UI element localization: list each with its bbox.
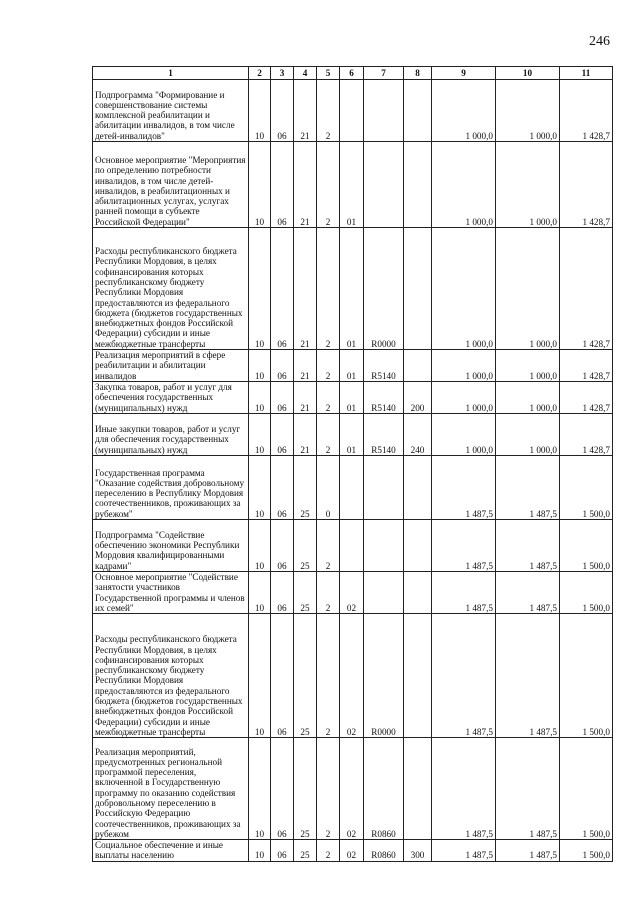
cell-c2: 10 bbox=[249, 228, 271, 350]
cell-c7 bbox=[364, 520, 404, 572]
cell-c5: 2 bbox=[317, 228, 340, 350]
cell-c3: 06 bbox=[271, 738, 294, 840]
table-row bbox=[93, 414, 613, 456]
table-row bbox=[93, 572, 613, 614]
cell-c4: 21 bbox=[294, 382, 317, 414]
cell-c3: 06 bbox=[271, 382, 294, 414]
table-row bbox=[93, 350, 613, 382]
cell-c6: 02 bbox=[340, 738, 364, 840]
row-name-cell: Закупка товаров, работ и услуг для обеспечения государственных (муниципальных) нужд bbox=[93, 382, 249, 414]
table-row bbox=[93, 738, 613, 840]
table-row bbox=[93, 80, 613, 142]
table-row bbox=[93, 382, 613, 414]
cell-c3: 06 bbox=[271, 228, 294, 350]
cell-c2: 10 bbox=[249, 614, 271, 738]
cell-c3: 06 bbox=[271, 350, 294, 382]
cell-c4: 25 bbox=[294, 840, 317, 862]
cell-c4: 21 bbox=[294, 350, 317, 382]
table-row bbox=[93, 520, 613, 572]
cell-c4: 25 bbox=[294, 614, 317, 738]
cell-c7: R5140 bbox=[364, 382, 404, 414]
cell-c11: 1 500,0 bbox=[560, 738, 613, 840]
cell-c7 bbox=[364, 142, 404, 228]
cell-c3: 06 bbox=[271, 840, 294, 862]
cell-c4: 21 bbox=[294, 80, 317, 142]
cell-c6: 01 bbox=[340, 382, 364, 414]
cell-c7: R5140 bbox=[364, 414, 404, 456]
table-row bbox=[93, 142, 613, 228]
cell-c5: 2 bbox=[317, 382, 340, 414]
column-header: 6 bbox=[340, 67, 364, 80]
budget-table bbox=[92, 66, 613, 862]
cell-c8 bbox=[404, 350, 432, 382]
cell-c11: 1 428,7 bbox=[560, 228, 613, 350]
cell-c9: 1 000,0 bbox=[432, 142, 496, 228]
cell-c5: 2 bbox=[317, 414, 340, 456]
cell-c9: 1 487,5 bbox=[432, 456, 496, 520]
cell-c7: R0000 bbox=[364, 228, 404, 350]
cell-c6: 01 bbox=[340, 142, 364, 228]
cell-c9: 1 487,5 bbox=[432, 840, 496, 862]
cell-c2: 10 bbox=[249, 520, 271, 572]
cell-c6: 02 bbox=[340, 572, 364, 614]
cell-c9: 1 487,5 bbox=[432, 614, 496, 738]
cell-c11: 1 500,0 bbox=[560, 520, 613, 572]
cell-c5: 2 bbox=[317, 738, 340, 840]
cell-c4: 25 bbox=[294, 572, 317, 614]
cell-c5: 2 bbox=[317, 80, 340, 142]
cell-c3: 06 bbox=[271, 414, 294, 456]
cell-c6: 02 bbox=[340, 614, 364, 738]
cell-c6 bbox=[340, 456, 364, 520]
column-header: 2 bbox=[249, 67, 271, 80]
row-name-cell: Расходы республиканского бюджета Республики Мордовия, в целях софинансирования которых республиканскому бюджету Республики Мордовия предоставляются из федерального бюджета (бюджетов государственных внебюджетных фондов Российской Федерации) субсидии и иные межбюджетные трансферты bbox=[93, 614, 249, 738]
cell-c9: 1 000,0 bbox=[432, 350, 496, 382]
cell-c9: 1 000,0 bbox=[432, 382, 496, 414]
cell-c8 bbox=[404, 738, 432, 840]
cell-c7: R0860 bbox=[364, 738, 404, 840]
column-header: 11 bbox=[560, 67, 613, 80]
cell-c9: 1 487,5 bbox=[432, 520, 496, 572]
cell-c10: 1 487,5 bbox=[496, 456, 560, 520]
cell-c8: 300 bbox=[404, 840, 432, 862]
cell-c11: 1 428,7 bbox=[560, 80, 613, 142]
column-header: 5 bbox=[317, 67, 340, 80]
cell-c4: 25 bbox=[294, 738, 317, 840]
cell-c9: 1 487,5 bbox=[432, 738, 496, 840]
row-name-cell: Иные закупки товаров, работ и услуг для обеспечения государственных (муниципальных) нужд bbox=[93, 414, 249, 456]
cell-c3: 06 bbox=[271, 614, 294, 738]
cell-c8 bbox=[404, 614, 432, 738]
cell-c5: 2 bbox=[317, 142, 340, 228]
row-name-cell: Подпрограмма "Содействие обеспечению экономики Республики Мордовия квалифицированными кадрами" bbox=[93, 520, 249, 572]
column-header: 1 bbox=[93, 67, 249, 80]
cell-c7 bbox=[364, 456, 404, 520]
row-name-cell: Реализация мероприятий в сфере реабилитации и абилитации инвалидов bbox=[93, 350, 249, 382]
cell-c4: 21 bbox=[294, 228, 317, 350]
cell-c6: 02 bbox=[340, 840, 364, 862]
cell-c9: 1 000,0 bbox=[432, 414, 496, 456]
cell-c8 bbox=[404, 228, 432, 350]
cell-c11: 1 428,7 bbox=[560, 414, 613, 456]
cell-c8 bbox=[404, 520, 432, 572]
cell-c2: 10 bbox=[249, 738, 271, 840]
cell-c5: 2 bbox=[317, 350, 340, 382]
cell-c2: 10 bbox=[249, 142, 271, 228]
cell-c10: 1 000,0 bbox=[496, 414, 560, 456]
cell-c6: 01 bbox=[340, 228, 364, 350]
cell-c5: 2 bbox=[317, 840, 340, 862]
column-header: 8 bbox=[404, 67, 432, 80]
cell-c11: 1 428,7 bbox=[560, 350, 613, 382]
table-body bbox=[93, 80, 613, 862]
table-row bbox=[93, 228, 613, 350]
cell-c10: 1 487,5 bbox=[496, 614, 560, 738]
column-header: 10 bbox=[496, 67, 560, 80]
cell-c7 bbox=[364, 572, 404, 614]
cell-c7: R0860 bbox=[364, 840, 404, 862]
cell-c10: 1 487,5 bbox=[496, 738, 560, 840]
cell-c8 bbox=[404, 572, 432, 614]
cell-c2: 10 bbox=[249, 382, 271, 414]
row-name-cell: Подпрограмма "Формирование и совершенствование системы комплексной реабилитации и абилитации инвалидов, в том числе детей-инвалидов" bbox=[93, 80, 249, 142]
cell-c6 bbox=[340, 520, 364, 572]
cell-c8 bbox=[404, 456, 432, 520]
cell-c6: 01 bbox=[340, 350, 364, 382]
cell-c9: 1 000,0 bbox=[432, 228, 496, 350]
cell-c11: 1 428,7 bbox=[560, 382, 613, 414]
cell-c5: 0 bbox=[317, 456, 340, 520]
cell-c8: 200 bbox=[404, 382, 432, 414]
column-header: 9 bbox=[432, 67, 496, 80]
cell-c2: 10 bbox=[249, 840, 271, 862]
cell-c11: 1 500,0 bbox=[560, 572, 613, 614]
cell-c3: 06 bbox=[271, 80, 294, 142]
cell-c11: 1 500,0 bbox=[560, 614, 613, 738]
cell-c11: 1 500,0 bbox=[560, 456, 613, 520]
cell-c9: 1 000,0 bbox=[432, 80, 496, 142]
cell-c8 bbox=[404, 80, 432, 142]
row-name-cell: Реализация мероприятий, предусмотренных региональной программой переселения, включенной в Государственную программу по оказанию содействия добровольному переселению в Российскую Федерацию соотечественников, проживающих за рубежом bbox=[93, 738, 249, 840]
cell-c3: 06 bbox=[271, 520, 294, 572]
cell-c10: 1 000,0 bbox=[496, 142, 560, 228]
cell-c10: 1 000,0 bbox=[496, 382, 560, 414]
cell-c3: 06 bbox=[271, 456, 294, 520]
column-header: 3 bbox=[271, 67, 294, 80]
cell-c6 bbox=[340, 80, 364, 142]
cell-c7: R0000 bbox=[364, 614, 404, 738]
cell-c11: 1 500,0 bbox=[560, 840, 613, 862]
cell-c5: 2 bbox=[317, 520, 340, 572]
cell-c2: 10 bbox=[249, 456, 271, 520]
cell-c5: 2 bbox=[317, 614, 340, 738]
row-name-cell: Расходы республиканского бюджета Республики Мордовия, в целях софинансирования которых республиканскому бюджету Республики Мордовия предоставляются из федерального бюджета (бюджетов государственных внебюджетных фондов Российской Федерации) субсидии и иные межбюджетные трансферты bbox=[93, 228, 249, 350]
cell-c10: 1 487,5 bbox=[496, 840, 560, 862]
cell-c5: 2 bbox=[317, 572, 340, 614]
cell-c3: 06 bbox=[271, 572, 294, 614]
cell-c2: 10 bbox=[249, 80, 271, 142]
cell-c10: 1 000,0 bbox=[496, 350, 560, 382]
cell-c2: 10 bbox=[249, 572, 271, 614]
header-row bbox=[93, 67, 613, 80]
column-header: 4 bbox=[294, 67, 317, 80]
cell-c7 bbox=[364, 80, 404, 142]
column-header: 7 bbox=[364, 67, 404, 80]
page-number: 246 bbox=[589, 34, 610, 49]
cell-c4: 25 bbox=[294, 456, 317, 520]
row-name-cell: Государственная программа "Оказание содействия добровольному переселению в Республику Мордовия соотечественников, проживающих за рубежом" bbox=[93, 456, 249, 520]
cell-c2: 10 bbox=[249, 414, 271, 456]
cell-c11: 1 428,7 bbox=[560, 142, 613, 228]
row-name-cell: Основное мероприятие "Мероприятия по определению потребности инвалидов, в том числе детей-инвалидов, в реабилитационных и абилитационных услугах, услугах ранней помощи в субъекте Российской Федерации" bbox=[93, 142, 249, 228]
cell-c4: 25 bbox=[294, 520, 317, 572]
cell-c8: 240 bbox=[404, 414, 432, 456]
cell-c8 bbox=[404, 142, 432, 228]
table-row bbox=[93, 614, 613, 738]
row-name-cell: Основное мероприятие "Содействие занятости участников Государственной программы и членов их семей" bbox=[93, 572, 249, 614]
cell-c10: 1 000,0 bbox=[496, 80, 560, 142]
table-row bbox=[93, 456, 613, 520]
cell-c2: 10 bbox=[249, 350, 271, 382]
cell-c3: 06 bbox=[271, 142, 294, 228]
cell-c4: 21 bbox=[294, 142, 317, 228]
cell-c4: 21 bbox=[294, 414, 317, 456]
row-name-cell: Социальное обеспечение и иные выплаты населению bbox=[93, 840, 249, 862]
cell-c10: 1 000,0 bbox=[496, 228, 560, 350]
cell-c9: 1 487,5 bbox=[432, 572, 496, 614]
cell-c6: 01 bbox=[340, 414, 364, 456]
cell-c10: 1 487,5 bbox=[496, 572, 560, 614]
cell-c7: R5140 bbox=[364, 350, 404, 382]
cell-c10: 1 487,5 bbox=[496, 520, 560, 572]
table-row bbox=[93, 840, 613, 862]
